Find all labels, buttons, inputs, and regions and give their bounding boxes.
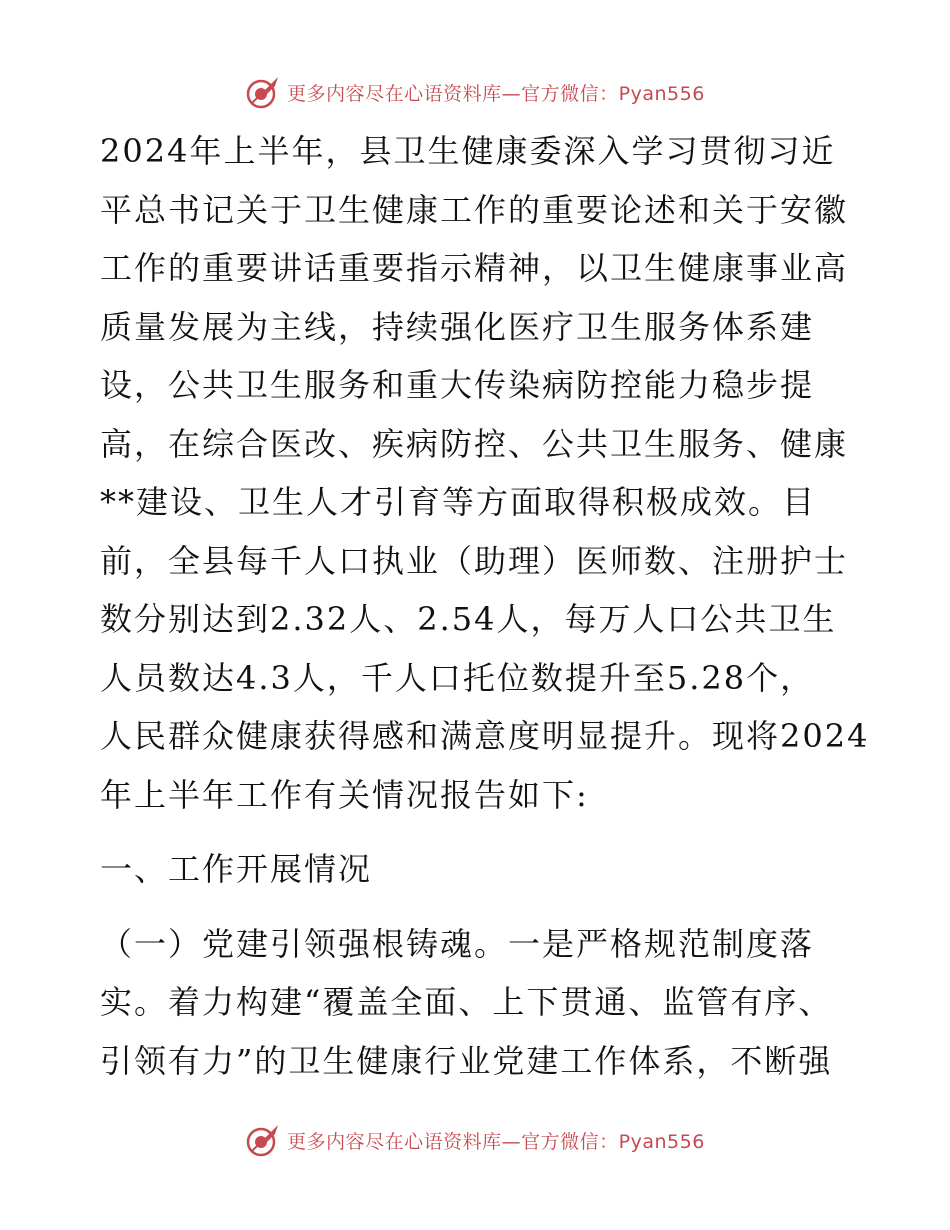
paragraph-line: 引领有力”的卫生健康行业党建工作体系，不断强 bbox=[100, 1041, 833, 1080]
paragraph-line: 高，在综合医改、疾病防控、公共卫生服务、健康 bbox=[100, 424, 849, 463]
watermark-text: 更多内容尽在心语资料库—官方微信：Pyan556 bbox=[287, 82, 705, 105]
paragraph-line: 工作的重要讲话重要指示精神，以卫生健康事业高 bbox=[100, 249, 849, 287]
paragraph-line: 2024年上半年，县卫生健康委深入学习贯彻习近 bbox=[100, 132, 836, 170]
paragraph-line: 年上半年工作有关情况报告如下: bbox=[100, 775, 589, 814]
paragraph-line: 实。着力构建“覆盖全面、上下贯通、监管有序、 bbox=[100, 983, 833, 1021]
header-watermark-banner bbox=[0, 72, 950, 112]
paragraph-line: 人员数达4.3人，千人口托位数提升至5.28个， bbox=[100, 658, 815, 697]
paragraph-line: （一）党建引领强根铸魂。一是严格规范制度落 bbox=[100, 924, 815, 963]
paragraph-line: 前，全县每千人口执业（助理）医师数、注册护士 bbox=[100, 541, 849, 580]
document-body bbox=[100, 122, 870, 1090]
quill-logo-icon bbox=[245, 74, 281, 110]
paragraph-line: **建设、卫生人才引育等方面取得积极成效。目 bbox=[100, 483, 817, 521]
section-heading: 一、工作开展情况 bbox=[100, 850, 373, 888]
paragraph-line: 数分别达到2.32人、2.54人，每万人口公共卫生 bbox=[100, 600, 837, 638]
paragraph-line: 设，公共卫生服务和重大传染病防控能力稳步提 bbox=[100, 366, 815, 404]
quill-logo-icon bbox=[245, 1122, 281, 1158]
watermark-text: 更多内容尽在心语资料库—官方微信：Pyan556 bbox=[287, 1130, 705, 1153]
footer-watermark-banner bbox=[0, 1120, 950, 1160]
paragraph-line: 人民群众健康获得感和满意度明显提升。现将2024 bbox=[100, 717, 870, 755]
paragraph-line: 质量发展为主线，持续强化医疗卫生服务体系建 bbox=[100, 307, 815, 346]
paragraph-line: 平总书记关于卫生健康工作的重要论述和关于安徽 bbox=[100, 190, 849, 229]
